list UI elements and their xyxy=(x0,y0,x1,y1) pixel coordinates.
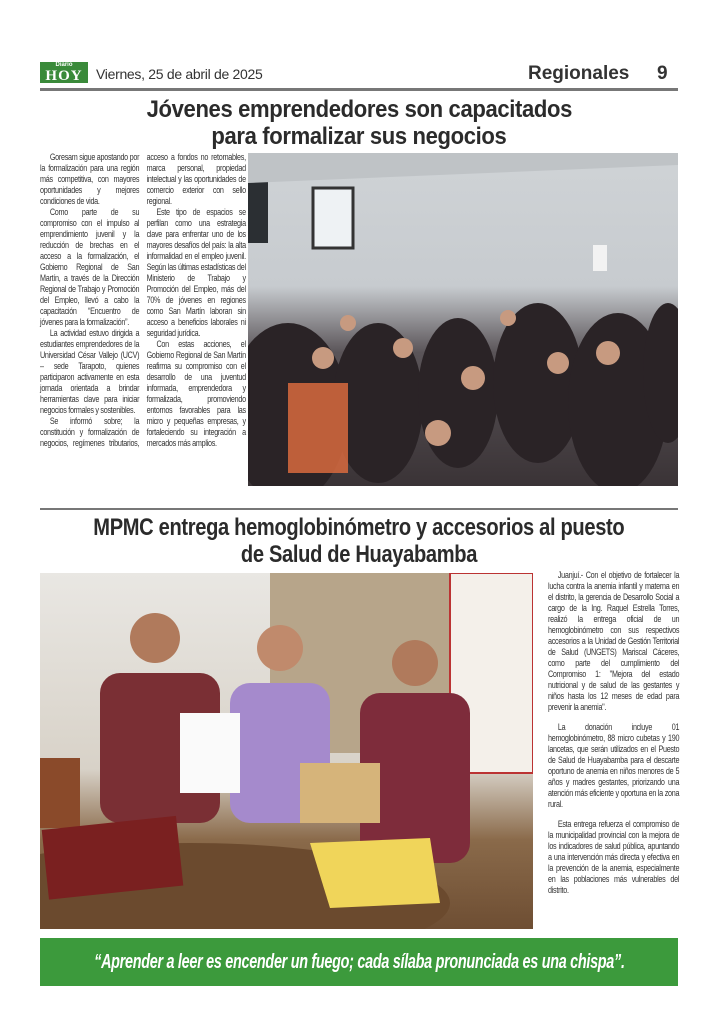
paragraph: Este tipo de espacios se perfilan como una estrategia clave para enfrentar uno de los mayores desafíos del país: la alta informalidad en el empleo juvenil. Según las últimas estadísticas del Ministerio de Trabajo y Promoción del Empleo, más del 70% de jóvenes en regiones como San Martín laboran sin acceso a beneficios laborales ni seguridad jurídica. xyxy=(146,207,246,338)
article1-body xyxy=(40,152,246,449)
paragraph: Con estas acciones, el Gobierno Regional de San Martín reafirma su compromiso con el desarrollo de una juventud informada, emprendedora y formalizada, promoviendo entornos favorables para las micro y pequeñas empresas, y fortaleciendo su integración a mercados más amplios. xyxy=(146,339,246,448)
newspaper-logo xyxy=(40,62,88,83)
article2-body xyxy=(548,570,679,905)
headline-line: de Salud de Huayabamba xyxy=(240,541,478,568)
quote-text: “Aprender a leer es encender un fuego; cada sílaba pronunciada es una chispa”. xyxy=(93,951,625,973)
headline-line: para formalizar sus negocios xyxy=(211,123,507,150)
quote-banner xyxy=(40,938,678,986)
section-divider xyxy=(40,508,678,510)
article2-photo-donation xyxy=(40,573,533,929)
headline-line: MPMC entrega hemoglobinómetro y accesorios al puesto xyxy=(93,514,625,541)
classroom-illustration xyxy=(248,153,678,486)
logo-big-text: HOY xyxy=(45,68,83,84)
paragraph: Juanjuí.- Con el objetivo de fortalecer la lucha contra la anemia infantil y materna en el distrito, la gerencia de Desarrollo Social a cargo de la Ing. Raquel Estrella Torres, realizó la entrega oficial de un hemoglobinómetro con sus respectivos accesorios a la Unidad de Gestión Territorial de Salud (UNGETS) Mariscal Cáceres, como parte del cumplimiento del Compromiso 1: "Mejora del estado nutricional y de salud de las gestantes y niños hasta los 12 meses de edad para prevenir la anemia". xyxy=(548,570,680,712)
headline-line: Jóvenes emprendedores son capacitados xyxy=(146,96,572,123)
page-number: 9 xyxy=(657,63,668,84)
issue-date: Viernes, 25 de abril de 2025 xyxy=(96,66,263,82)
article1-photo-classroom xyxy=(248,153,678,486)
article2-headline xyxy=(40,514,678,568)
article1-headline xyxy=(40,96,678,150)
header-rule xyxy=(40,88,678,91)
paragraph: La actividad estuvo dirigida a estudiantes emprendedores de la Universidad César Vallejo (UCV) – sede Tarapoto, quienes participaron activamente en esta jornada orientada a brindar herramientas clave para iniciar negocios formales y sostenibles. xyxy=(40,328,140,415)
logo-small-text: Diario xyxy=(55,62,73,68)
section-name: Regionales xyxy=(528,63,630,84)
donation-illustration xyxy=(40,573,533,929)
paragraph: Goresam sigue apostando por la formalización para una región más competitiva, con mayores oportunidades y mejores condiciones de vida. xyxy=(40,152,140,206)
paragraph: Esta entrega refuerza el compromiso de la municipalidad provincial con la mejora de los indicadores de salud pública, apuntando a una intervención más directa y efectiva en la prevención de la anemia, especialmente en las poblaciones más vulnerables del distrito. xyxy=(548,819,680,895)
paragraph: Como parte de su compromiso con el impulso al emprendimiento juvenil y la reducción de brechas en el acceso a la formalización, el Gobierno Regional de San Martín, a través de la Dirección Regional de Trabajo y Promoción del Empleo, llevó a cabo la capacitación “Encuentro de jóvenes para la formalización”. xyxy=(40,207,140,327)
paragraph: Se informó sobre; la constitución y formalización de negocios, regímenes tributarios, acceso a fondos no retornables, marca personal, propiedad intelectual y las oportunidades de comercio exterior con sello regional. xyxy=(40,152,246,448)
paragraph: La donación incluye 01 hemoglobinómetro, 88 micro cubetas y 190 lancetas, que serán utilizados en el Puesto de Salud de Huayabamba para el descarte oportuno de anemia en niños menores de 5 años y madres gestantes, priorizando una atención más eficiente y oportuna en la zona rural. xyxy=(548,722,680,809)
